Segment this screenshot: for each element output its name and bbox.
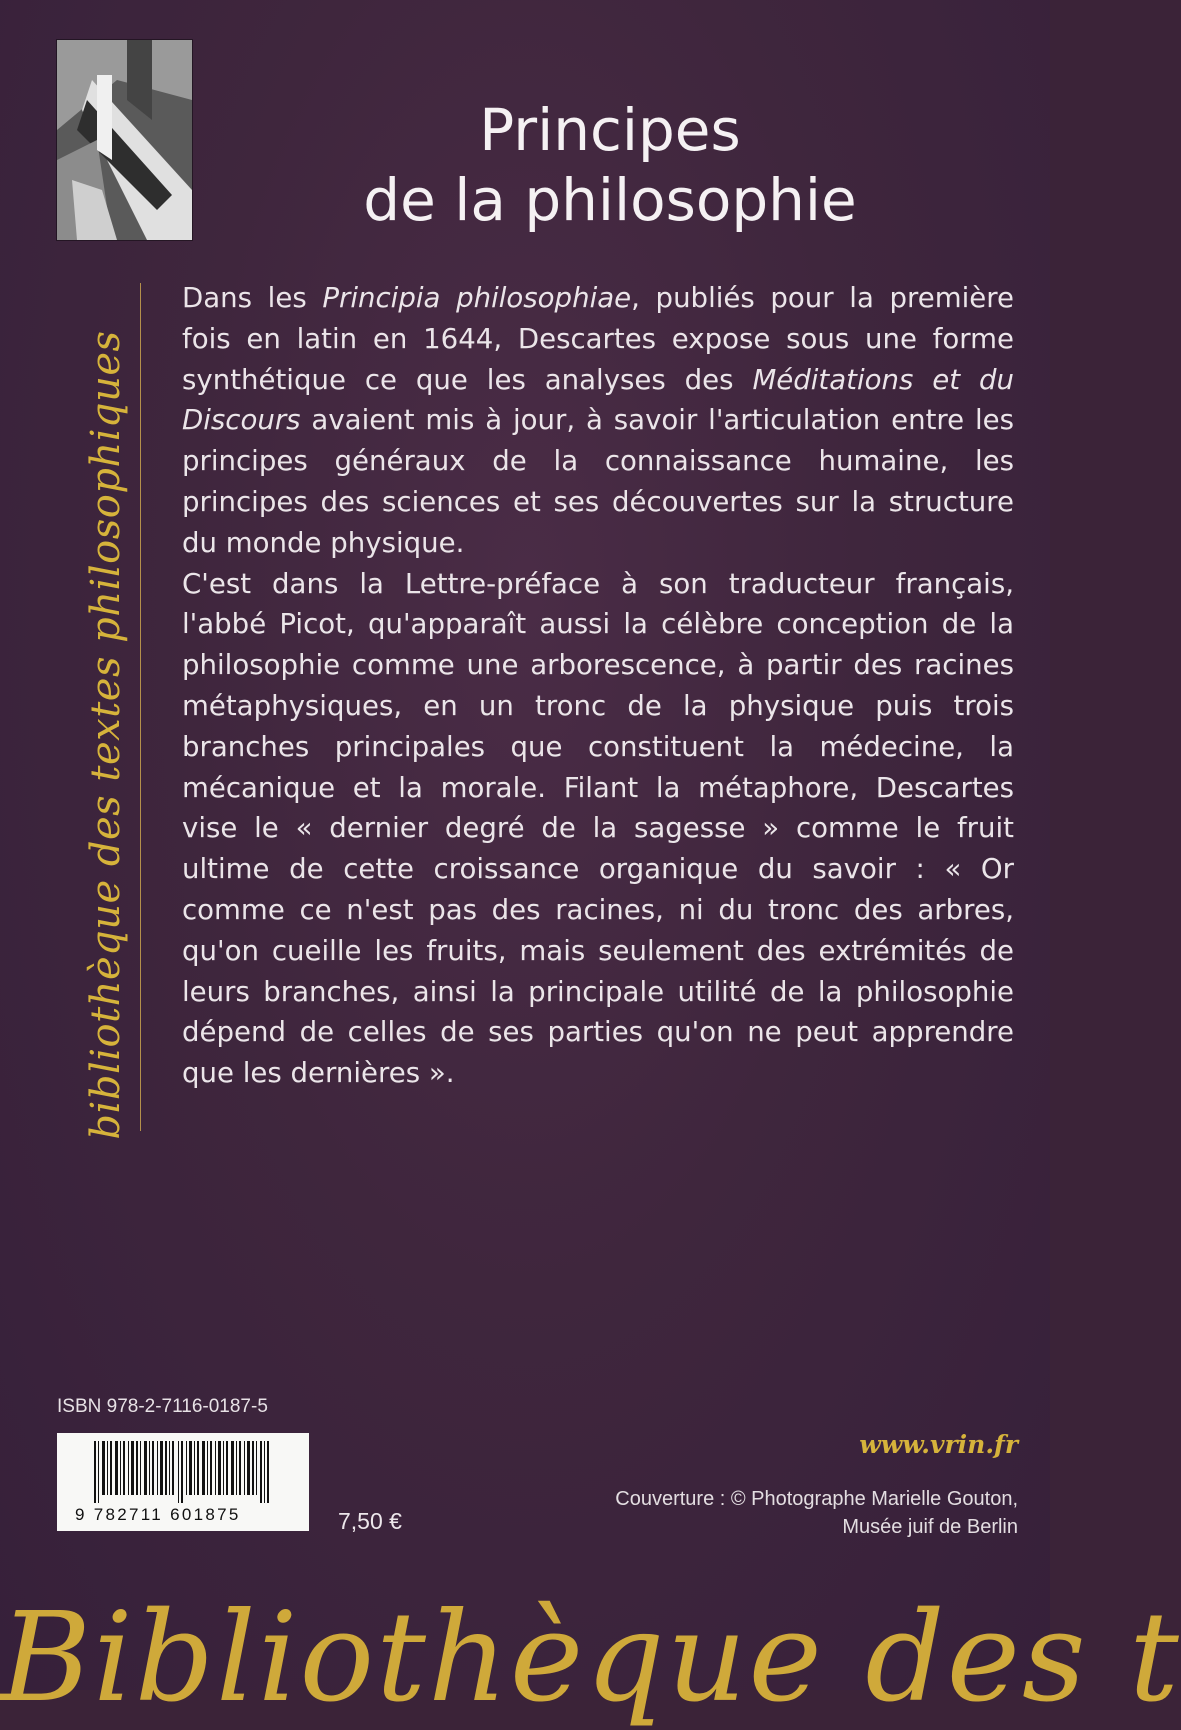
price-label: 7,50 €	[338, 1508, 402, 1534]
book-title	[280, 95, 940, 235]
architectural-photo-image	[57, 40, 192, 240]
blurb-italic-title: Principia philosophiae	[322, 281, 632, 314]
barcode-number: 9 782711 601875	[75, 1505, 241, 1524]
publisher-url: www.vrin.fr	[859, 1430, 1018, 1459]
barcode-bars-icon	[94, 1441, 270, 1503]
isbn-label: ISBN 978-2-7116-0187-5	[57, 1396, 268, 1417]
cover-credit-line-1: Couverture : © Photographe Marielle Gouton,	[615, 1488, 1018, 1510]
cover-photo	[57, 40, 192, 240]
blurb-paragraph-2: C'est dans la Lettre-préface à son traducteur français, l'abbé Picot, qu'apparaît aussi la célèbre conception de la philosophie comme une arborescence, à partir des racines métaphysiques, en un tronc de la physique puis trois branches principales que constituent la médecine, la mécanique et la morale. Filant la métaphore, Descartes vise le « dernier degré de la sagesse » comme le fruit ultime de cette croissance organique du savoir : « Or comme ce n'est pas des racines, ni du tronc des arbres, qu'on cueille les fruits, mais seulement des extrémités de leurs branches, ainsi la principale utilité de la philosophie dépend de celles de ses parties qu'on ne peut apprendre que les dernières ».	[182, 566, 1014, 1090]
book-title-line-2: de la philosophie	[363, 166, 857, 234]
series-name-spine-bottom: Bibliothèque des t	[0, 1586, 1181, 1730]
blurb-text	[182, 278, 1014, 1094]
blurb-paragraph-1	[182, 278, 1014, 564]
vertical-divider	[140, 283, 141, 1131]
book-title-line-1: Principes	[479, 96, 741, 164]
blurb-text-segment: , publiés pour la première fois en latin en 1644, Descartes expose sous une forme synthétique ce que les analyses des	[182, 281, 1014, 396]
series-name-vertical: bibliothèque des textes philosophiques	[83, 330, 129, 1140]
barcode	[57, 1433, 309, 1531]
blurb-text-segment: Dans les	[182, 281, 323, 314]
cover-credit-line-2: Musée juif de Berlin	[842, 1516, 1018, 1538]
cover-credit	[615, 1485, 1018, 1541]
blurb-text-segment: avaient mis à jour, à savoir l'articulation entre les principes généraux de la connaissance humaine, les principes des sciences et ses découvertes sur la structure du monde physique.	[182, 403, 1014, 559]
blurb-italic-title: Méditations et du Discours	[182, 362, 1014, 437]
